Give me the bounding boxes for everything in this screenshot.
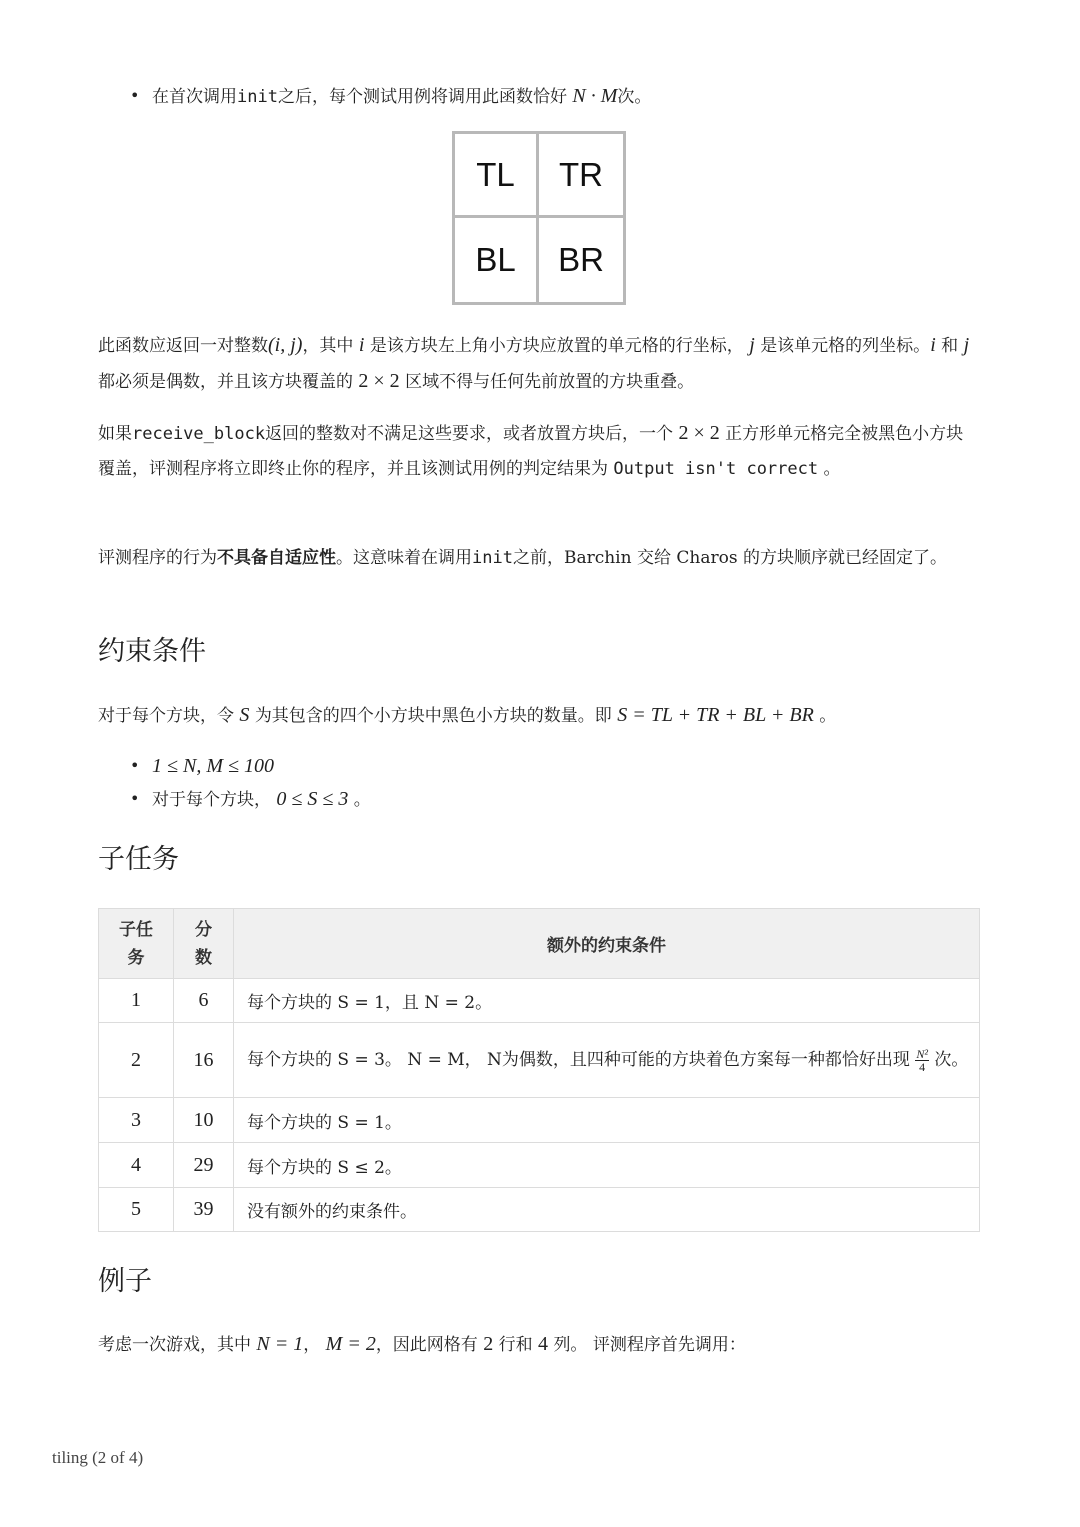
inline-code: init — [237, 87, 278, 107]
constraints-list — [98, 750, 980, 816]
table-row: 4 29 每个方块的 S ≤ 2。 — [99, 1143, 980, 1188]
table-row: 2 16 每个方块的 S = 3。 N = M， N为偶数，且四种可能的方块着色方案每一种都恰好出现 $\frac{\text{N²}}{4}$ 次。 — [99, 1023, 980, 1098]
math-expression: N · M — [572, 85, 618, 107]
paragraph-return-value: 此函数应返回一对整数(i, j)，其中 i 是该方块左上角小方块应放置的单元格的行坐标， j 是该单元格的列坐标。i 和 j 都必须是偶数，并且该方块覆盖的 2 × 2 区域不得与任何先前放置的方块重叠。 — [98, 334, 970, 392]
bullet-item-call-count — [98, 80, 980, 113]
section-heading-constraints: 约束条件 — [98, 636, 206, 667]
fraction: $\frac{\text{N²}}{4}$ — [916, 1046, 928, 1074]
paragraph-example-intro: 考虑一次游戏，其中 N = 1， M = 2，因此网格有 2 行和 4 列。 评测程序首先调用： — [98, 1333, 746, 1355]
table-row: 3 10 每个方块的 S = 1。 — [99, 1098, 980, 1143]
header-task: 子任务 — [99, 909, 174, 979]
page-footer: tiling (2 of 4) — [52, 1448, 144, 1467]
cell-tr: TR — [539, 134, 623, 218]
table-row: 1 6 每个方块的 S = 1，且 N = 2。 — [99, 979, 980, 1023]
text: 次。 — [617, 87, 652, 107]
section-heading-example: 例子 — [98, 1266, 152, 1297]
block-diagram — [452, 131, 626, 305]
header-score: 分数 — [174, 909, 234, 979]
table-header-row — [99, 909, 980, 979]
bullet-list-top — [98, 80, 980, 113]
cell-br: BR — [558, 241, 604, 278]
text: 在首次调用 — [152, 87, 237, 107]
subtask-table — [98, 908, 980, 1232]
text: 之后，每个测试用例将调用此函数恰好 — [277, 87, 567, 107]
header-constraint: 额外的约束条件 — [234, 909, 980, 979]
cell-tl: TL — [455, 134, 539, 218]
table-row: 5 39 没有额外的约束条件。 — [99, 1188, 980, 1232]
cell-bl: BL — [455, 218, 539, 302]
paragraph-invalid-placement: 如果receive_block返回的整数对不满足这些要求，或者放置方块后，一个 2 × 2 正方形单元格完全被黑色小方块覆盖，评测程序将立即终止你的程序，并且该测试用例的判定结果为 Output isn't correct 。 — [98, 422, 964, 479]
section-heading-subtasks: 子任务 — [98, 844, 179, 875]
paragraph-constraints-intro: 对于每个方块，令 S 为其包含的四个小方块中黑色小方块的数量。即 S = TL + TR + BL + BR 。 — [98, 704, 837, 726]
paragraph-non-adaptive: 评测程序的行为不具备自适应性。这意味着在调用init之前，Barchin 交给 Charos 的方块顺序就已经固定了。 — [98, 548, 947, 568]
constraint-item: • 1 ≤ N, M ≤ 100 — [98, 750, 980, 783]
constraint-item: • 对于每个方块， 0 ≤ S ≤ 3 。 — [98, 783, 980, 816]
